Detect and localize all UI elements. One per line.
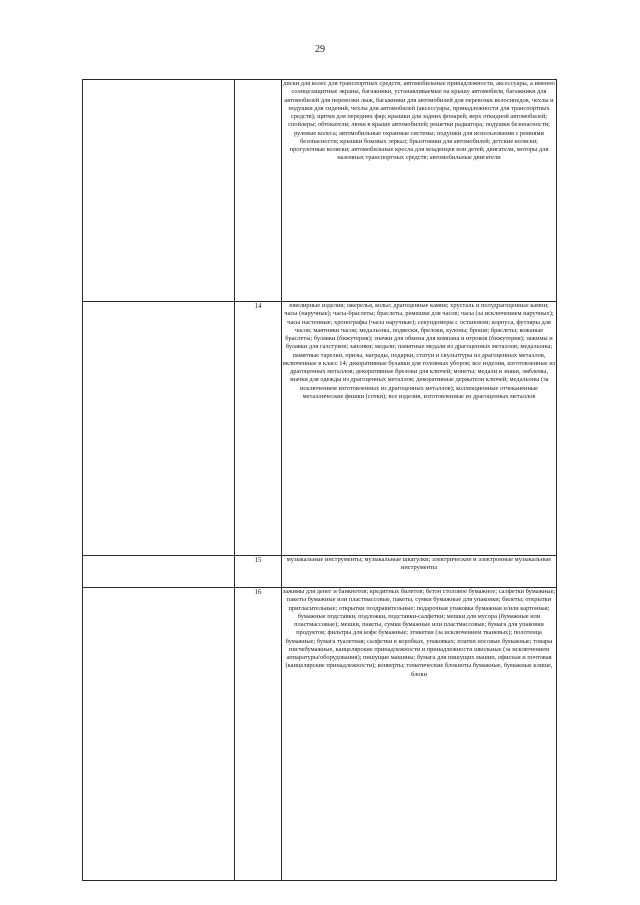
table-row [83, 302, 557, 556]
goods-list-cell: зажимы для денег и банкнотов; кредитных билетов; бетон столовое бумажное; салфетки бумажные; пакеты бумажные или пластмассовые, пакеты, сумки бумажные для упаковки; билеты; открытки пригласительные; открытки поздравительные; подарочная упаковка бумажная и/или картонная; бумажные подставки, подложки, подставки-салфетки; мешки для мусора (бумажные или пластмассовые); мешки, пакеты, сумки бумажные или пластмассовые; бумага для упаковки продуктов; фильтры для кофе бумажные; этикетки (за исключением тканевых); полотенца бумажные; бумага туалетная; салфетки в коробках, упаковках; платки носовые бумажные; товары писчебумажные, канцелярские принадлежности и принадлежности школьные (за исключением аппаратуры/оборудования); пишущие машины; бумага для пишущих машин, офисная и почтовая (канцелярские принадлежности); конверты; тематические блокноты бумажные, бумажные клише, блоки [282, 588, 557, 881]
table-row [83, 556, 557, 588]
goods-list-cell: ювелирные изделия; ожерелья, колье; драгоценные камни; хрусталь и полудрагоценные камни; часы (наручные); часы-браслеты; браслеты, ремешки для часов; часы (за исключением наручных); часы настенные; хронографы (часы наручные); секундомеры с остановом; корпуса, футляры для часов; маятники часов; медальоны, подвески, брелоки, кулоны; броши; браслеты; кожаные браслеты; булавки (бижутерия); значки для обмена для компана и игроков (бижутерия); зажимы и булавки для галстуков; запонки; медали; памятные медали из драгоценных металлов; медальоны; памятные тарелки, призы, награды, подарки, статуи и скульптуры из драгоценных металлов, включенные в класс 14; декоративные булавки для головных уборов; все изделия, изготовленные из драгоценных металлов; декоративные брелоки для ключей; монеты; медали и знаки, эмблемы, значки для одежды из драгоценных металлов; декоративные держатели ключей; медальоны (за исключением изготовленных из драгоценных металлов); коллекционные отчеканенные металлические фишки (сотки); все изделия, изготовленные из драгоценных металлов [282, 302, 557, 556]
blank-cell [83, 80, 235, 302]
class-number-cell [235, 80, 282, 302]
goods-classification-table [82, 79, 557, 881]
class-number-cell: 14 [235, 302, 282, 556]
page-number: 29 [315, 44, 325, 55]
blank-cell [83, 588, 235, 881]
goods-list-cell: диски для колес для транспортных средств; автомобильные принадлежности, аксессуары, а именно солнцезащитные экраны, багажники, устанавливаемые на крышу автомобиля, багажники для автомобилей для перевозки лыж, багажники для автомобилей для перевозки велосипедов, чехлы и подушки для сидений, чехлы для автомобилей (аксессуары, принадлежности для транспортных средств); щитки для передних фар; крышки для задних фонарей; верх откидной автомобилей; спойлеры; обтекатели; люки в крыше автомобилей; решетки радиатора; подушки безопасности; рулевые колеса; автомобильные охранные системы; подушки для использования с ремнями безопасности; крышки боковых зеркал; брызговики для автомобилей; детские коляски; прогулочные коляски; автомобильные кресла для младенцев или детей; двигатели, моторы для наземных транспортных средств; автомобильные двигатели [282, 80, 557, 302]
class-number-cell: 15 [235, 556, 282, 588]
goods-list-cell: музыкальные инструменты; музыкальные шкатулки; электрические и электронные музыкальные инструменты [282, 556, 557, 588]
table-row [83, 588, 557, 881]
blank-cell [83, 556, 235, 588]
class-number-cell: 16 [235, 588, 282, 881]
table-row [83, 80, 557, 302]
blank-cell [83, 302, 235, 556]
